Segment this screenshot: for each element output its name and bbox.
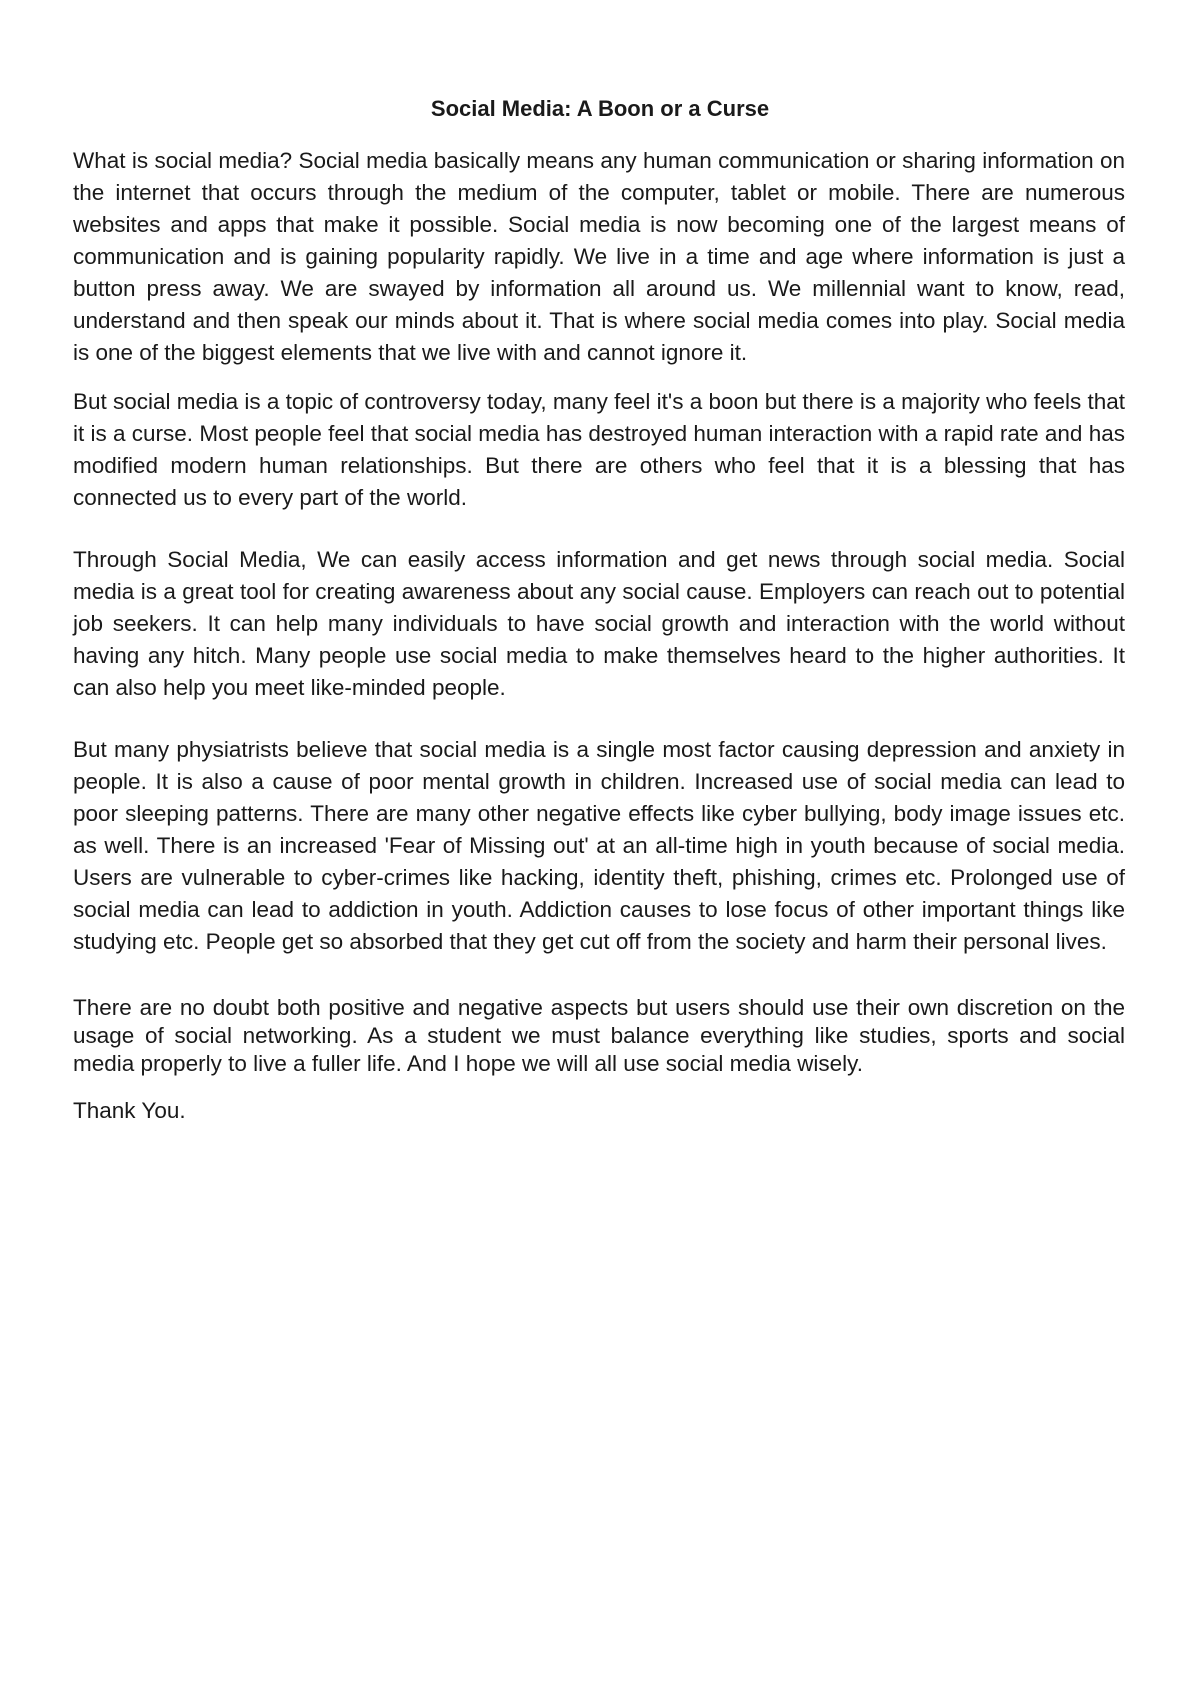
paragraph-controversy: But social media is a topic of controversy today, many feel it's a boon but there is a majority who feels that it is a curse. Most people feel that social media has destroyed human interaction with a rapid rate and has modified modern human relationships. But there are others who feel that it is a blessing that has connected us to every part of the world. <box>73 389 1125 510</box>
paragraph-benefits: Through Social Media, We can easily access information and get news through social media. Social media is a great tool for creating awareness about any social cause. Employers can reach out to potential job seekers. It can help many individuals to have social growth and interaction with the world without having any hitch. Many people use social media to make themselves heard to the higher authorities. It can also help you meet like-minded people. <box>73 547 1125 700</box>
document-title: Social Media: A Boon or a Curse <box>430 96 770 121</box>
closing-line: Thank You. <box>73 1098 186 1123</box>
document-body <box>73 145 1125 1127</box>
paragraph-conclusion: There are no doubt both positive and negative aspects but users should use their own discretion on the usage of social networking. As a student we must balance everything like studies, sports and social media properly to live a fuller life. And I hope we will all use social media wisely. <box>73 995 1125 1076</box>
paragraph-drawbacks: But many physiatrists believe that social media is a single most factor causing depression and anxiety in people. It is also a cause of poor mental growth in children. Increased use of social media can lead to poor sleeping patterns. There are many other negative effects like cyber bullying, body image issues etc. as well. There is an increased 'Fear of Missing out' at an all-time high in youth because of social media. Users are vulnerable to cyber-crimes like hacking, identity theft, phishing, crimes etc. Prolonged use of social media can lead to addiction in youth. Addiction causes to lose focus of other important things like studying etc. People get so absorbed that they get cut off from the society and harm their personal lives. <box>73 737 1125 954</box>
paragraph-intro: What is social media? Social media basically means any human communication or sharing information on the internet that occurs through the medium of the computer, tablet or mobile. There are numerous websites and apps that make it possible. Social media is now becoming one of the largest means of communication and is gaining popularity rapidly. We live in a time and age where information is just a button press away. We are swayed by information all around us. We millennial want to know, read, understand and then speak our minds about it. That is where social media comes into play. Social media is one of the biggest elements that we live with and cannot ignore it. <box>73 148 1125 365</box>
